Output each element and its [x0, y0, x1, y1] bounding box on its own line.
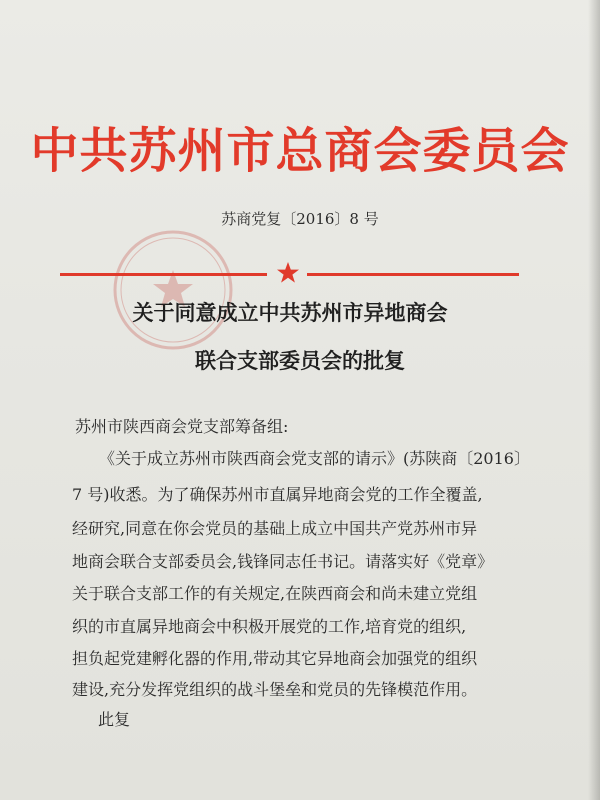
closing: 此复 — [98, 710, 131, 729]
doc-title-line-1: 关于同意成立中共苏州市异地商会 — [132, 301, 448, 325]
body-line-7: 担负起党建孵化器的作用,带动其它异地商会加强党的组织 — [72, 649, 478, 668]
body-line-2: 7 号)收悉。为了确保苏州市直属异地商会党的工作全覆盖, — [72, 485, 483, 504]
body-line-1: 《关于成立苏州市陕西商会党支部的请示》(苏陕商〔2016〕 — [99, 449, 530, 468]
body-line-8: 建设,充分发挥党组织的战斗堡垒和党员的先锋模范作用。 — [72, 680, 478, 699]
doc-number: 苏商党复〔2016〕8 号 — [221, 210, 379, 228]
body-line-5: 关于联合支部工作的有关规定,在陕西商会和尚未建立党组 — [72, 584, 478, 603]
recipient: 苏州市陕西商会党支部筹备组: — [75, 417, 289, 436]
body-line-3: 经研究,同意在你会党员的基础上成立中国共产党苏州市异 — [72, 519, 478, 538]
body-line-4: 地商会联合支部委员会,钱锋同志任书记。请落实好《党章》 — [72, 552, 494, 571]
red-divider-right — [307, 273, 519, 276]
page-edge-shadow — [588, 0, 600, 800]
red-divider-left — [60, 273, 267, 276]
seal-imprint-icon — [108, 225, 238, 355]
red-star-icon — [276, 261, 300, 285]
body-line-6: 织的市直属异地商会中积极开展党的工作,培育党的组织, — [72, 617, 467, 636]
doc-title-line-2: 联合支部委员会的批复 — [195, 349, 405, 373]
org-title: 中共苏州市总商会委员会 — [30, 123, 570, 179]
